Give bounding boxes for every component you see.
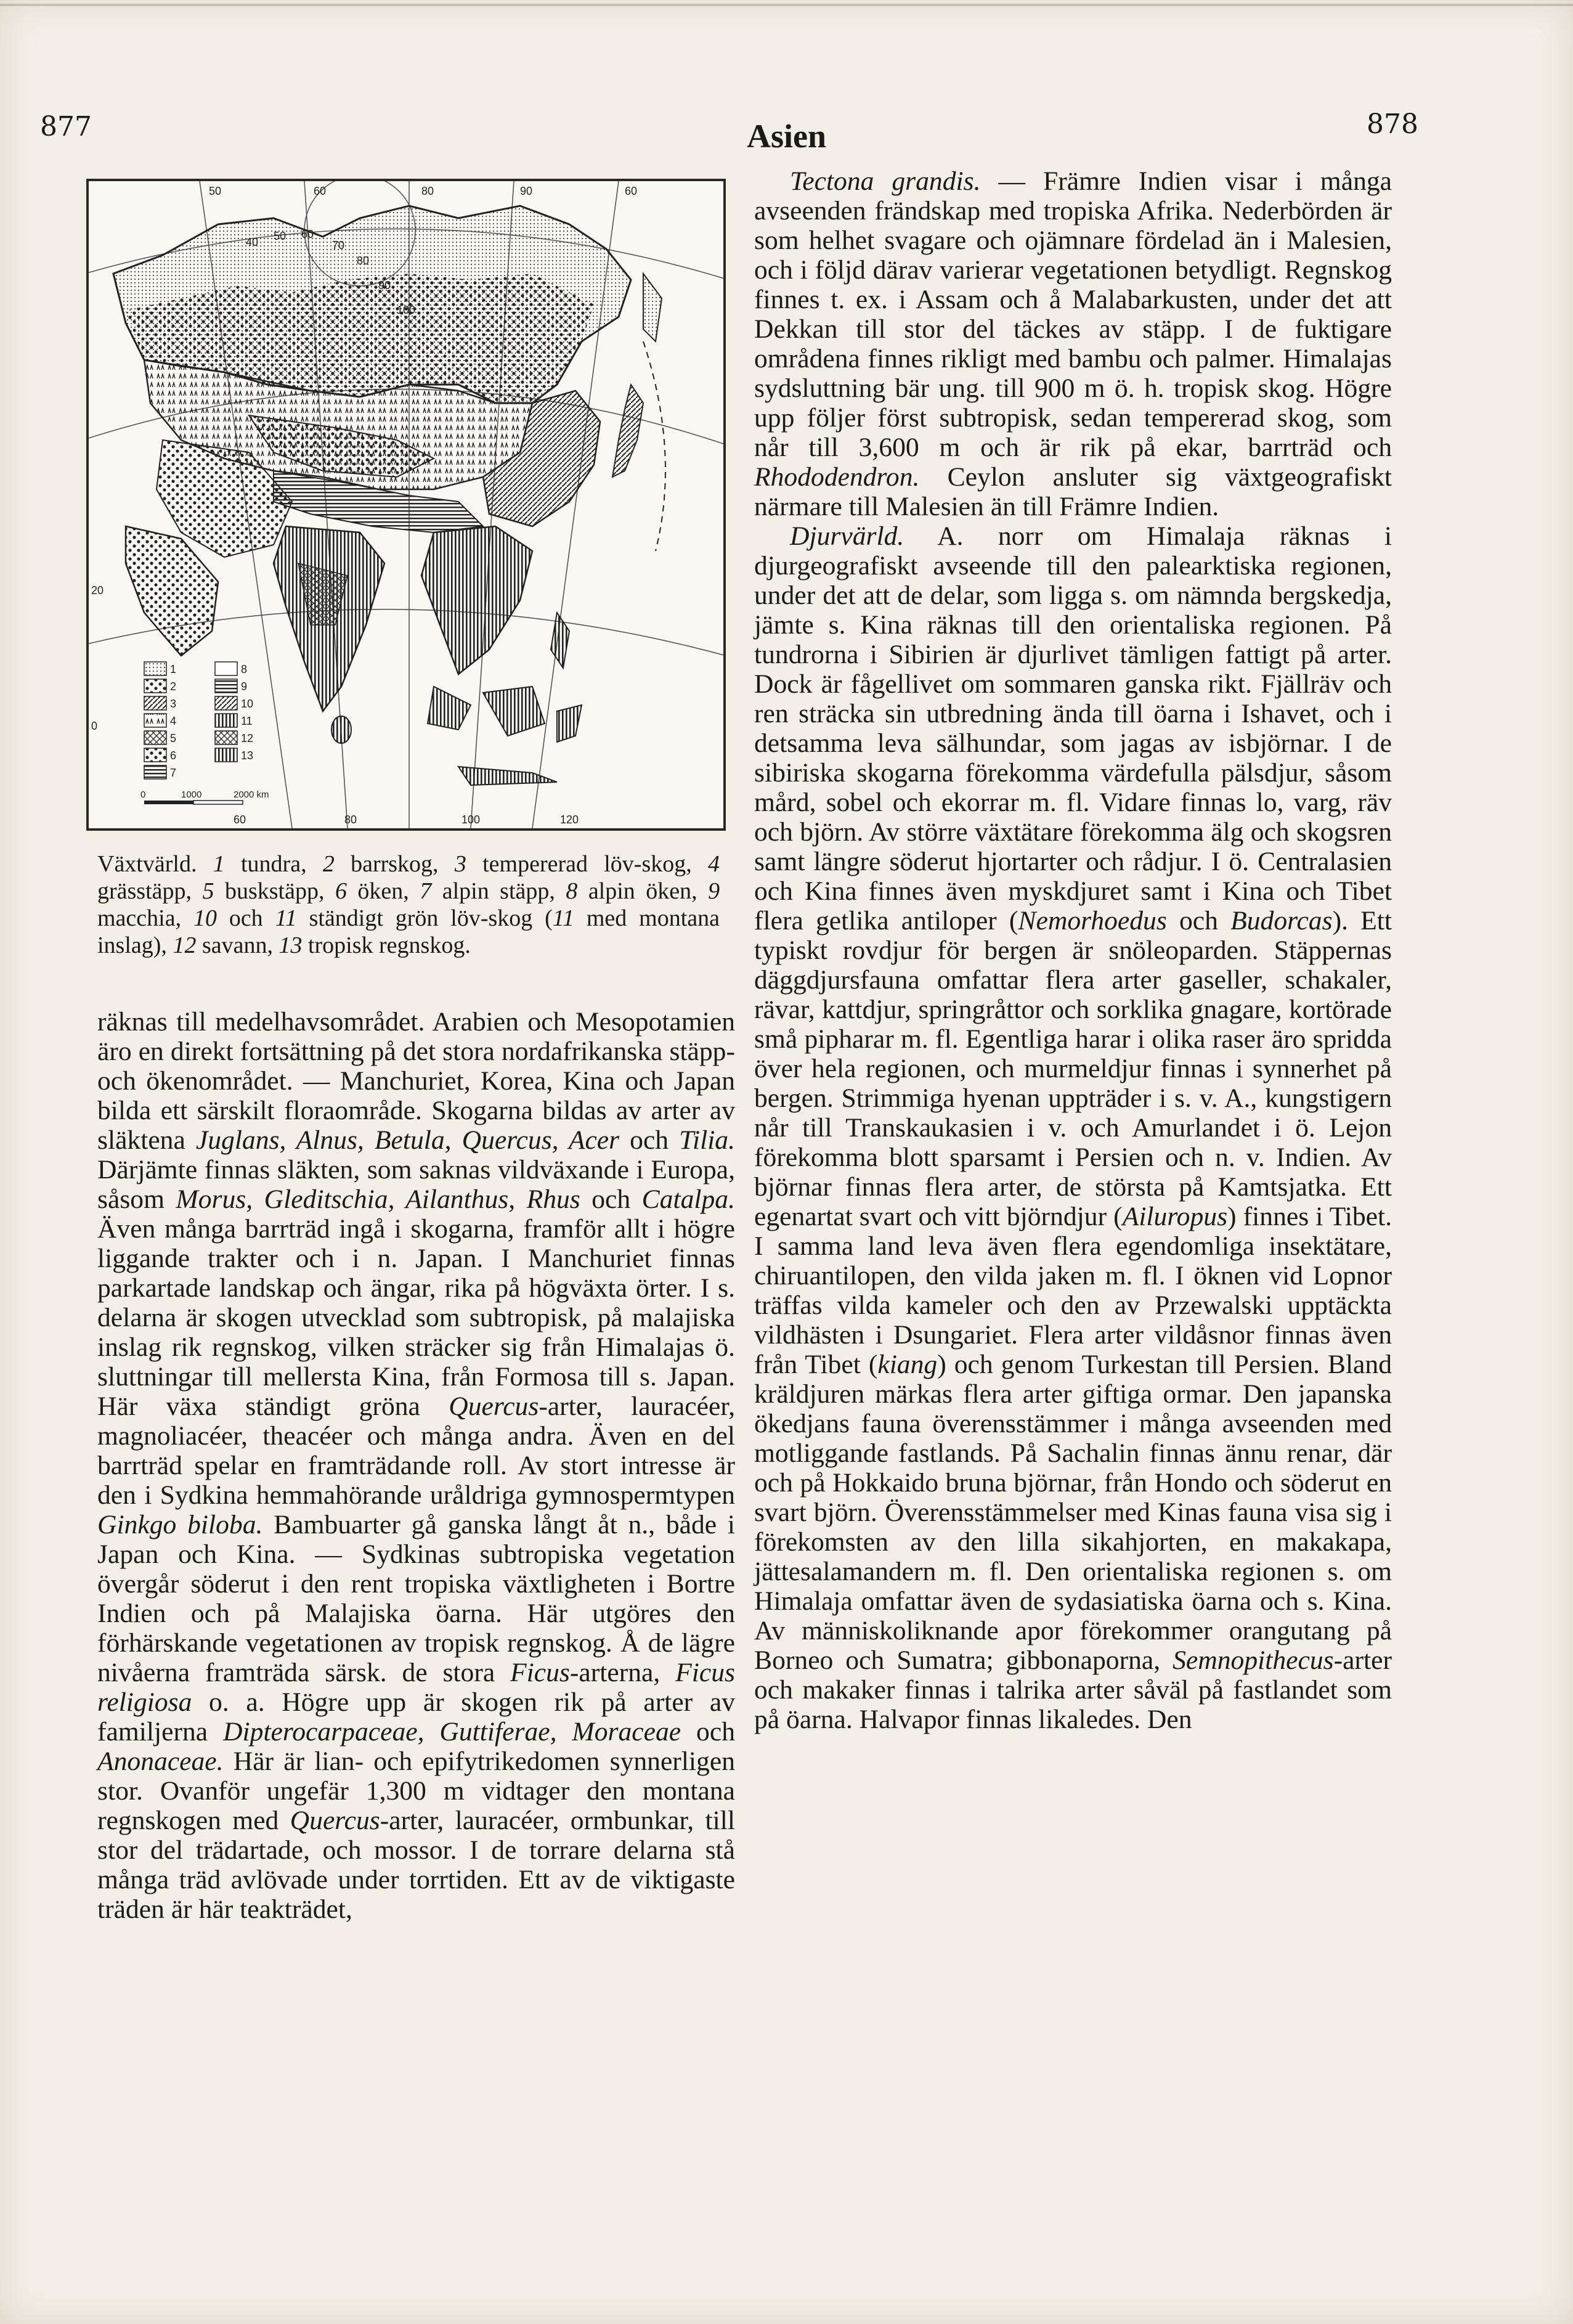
map-longitude-top-4: 90: [520, 185, 533, 197]
caption-num-3: 3: [454, 851, 466, 877]
caption-num-1: 1: [213, 851, 225, 877]
italic-run: Ficus: [510, 1658, 570, 1687]
map-longitude-bottom-4: 120: [560, 813, 579, 826]
italic-run: Tilia.: [679, 1125, 735, 1155]
caption-num-9: 9: [708, 878, 720, 904]
text-run: -arter, lauracéer, magnoliacéer, theacéer och många andra. Även en del barrträd spelar en framträdande roll. Av stort intresse är den i Sydkina hemmahörande uråldriga gymnospermtypen: [97, 1392, 735, 1510]
text-run: — Främre Indien visar i många avseenden frändskap med tropiska Afrika. Nederbörden är som helhet svagare och ojämnare fördelad än i Malesien, och i följd därav varierar vegetationen betydligt. Regnskog finnes t. ex. i Assam och å Malabarkusten, under det att Dekkan till stor del täckes av stäpp. I de fuktigare områdena finnes rikligt med bambu och palmer. Himalajas sydsluttning bär ung. till 900 m ö. h. tropisk skog. Högre upp följer först subtropisk, sedan tempererad skog, som når till 3,600 m och är rik på ekar, barrträd och: [754, 166, 1392, 462]
map-longitude-inner-6: 90: [378, 279, 391, 292]
caption-num-5: 5: [202, 878, 214, 904]
scale-zero: 0: [140, 789, 146, 800]
map-longitude-top-2: 60: [314, 185, 327, 197]
legend-key-2: 2: [170, 680, 177, 693]
caption-num-13: 13: [278, 932, 303, 958]
text-run: Här är lian- och epifytrikedomen synnerligen stor. Ovanför ungefär 1,300 m vidtager den montana regnskogen med: [97, 1747, 735, 1835]
italic-run: Catalpa.: [641, 1184, 735, 1214]
italic-run: Semnopithecus: [1173, 1645, 1334, 1675]
legend-key-12: 12: [241, 732, 254, 744]
map-longitude-inner-2: 50: [274, 230, 287, 242]
italic-run: Ailuropus: [1122, 1202, 1228, 1231]
text-run: och: [619, 1125, 680, 1155]
caption-num-2: 2: [322, 851, 335, 877]
text-run: Bambuarter gå ganska långt åt n., både i Japan och Kina. — Sydkinas subtropiska vegetation övergår söderut i den rent tropiska växtligheten i Bortre Indien och på Malajiska öarna. Här utgöres den förhärskande vegetationen av tropisk regnskog. Å de lägre nivåerna framträda särsk. de stora: [97, 1510, 735, 1687]
caption-num-8: 8: [566, 878, 578, 904]
map-longitude-top-1: 50: [209, 185, 222, 197]
vegetation-map: [86, 179, 726, 831]
caption-num-6: 6: [335, 878, 347, 904]
left-column: [97, 1007, 735, 1924]
right-column: [754, 166, 1392, 1734]
map-longitude-bottom-2: 80: [344, 813, 357, 826]
text-run: Även många barrträd ingå i skogarna, framför allt i högre liggande trakter och i n. Japan. I Manchuriet finnas parkartade landskap och ängar, rika på högväxta örter. I s. delarna är skogen utvecklad som subtropisk, på malajiska inslag rik regnskog, vilken sträcker sig från Himalajas ö. sluttningar till mellersta Kina, från Formosa till s. Japan. Här växa ständigt gröna: [97, 1214, 735, 1421]
vegetation-map-figure: [89, 181, 723, 828]
text-run: ) finnes i Tibet. I samma land leva även flera egendomliga insektätare, chiruantilopen, den vilda jaken m. fl. I öknen vid Lopnor träffas vilda kameler och den av Przewalski upptäckta vildhästen i Dsungariet. Flera arter vildåsnor finnas även från Tibet (: [754, 1202, 1392, 1379]
caption-text-12: savann,: [201, 932, 273, 958]
caption-num-4: 4: [708, 851, 720, 877]
right-paragraph-vegetation: [754, 166, 1392, 521]
right-paragraph-fauna: [754, 521, 1392, 1734]
italic-run: Morus, Gleditschia, Ailanthus, Rhus: [176, 1184, 580, 1214]
text-run: -arter och makaker finnas i talrika arter såväl på fastlandet som på öarna. Halvapor finnas likaledes. Den: [754, 1645, 1392, 1734]
legend-key-8: 8: [241, 663, 248, 675]
legend-key-4: 4: [170, 715, 177, 727]
legend-key-7: 7: [170, 767, 177, 779]
italic-run: Tectona grandis.: [790, 166, 981, 196]
legend-key-11: 11: [241, 715, 253, 727]
map-longitude-bottom-3: 100: [461, 813, 481, 826]
map-legend: [140, 662, 269, 804]
caption-num-11b: 11: [552, 905, 574, 931]
italic-run: kiang: [877, 1350, 938, 1379]
caption-text-10: och: [229, 905, 263, 931]
caption-text-2: barrskog,: [351, 851, 439, 877]
map-longitude-inner-4: 70: [332, 239, 345, 251]
running-title: Asien: [746, 118, 826, 155]
text-run: och: [580, 1184, 642, 1214]
italic-run: Nemorhoedus: [1018, 906, 1167, 936]
page-number-right: 878: [1367, 108, 1418, 140]
scale-end: 2000 km: [234, 789, 269, 800]
caption-text-5: buskstäpp,: [224, 878, 325, 904]
section-heading-djurvarld: Djurvärld.: [790, 521, 904, 551]
map-longitude-bottom-1: 60: [234, 813, 246, 826]
caption-num-7: 7: [420, 878, 432, 904]
map-longitude-inner-7: 100: [397, 304, 416, 316]
legend-key-13: 13: [241, 749, 254, 762]
caption-text-3: tempererad löv-skog,: [482, 851, 692, 877]
legend-key-6: 6: [170, 749, 177, 762]
text-run: räknas till medelhavsområdet. Arabien och Mesopotamien äro en direkt fortsättning på det stora nordafrikanska stäpp- och ökenområdet. — Manchuriet, Korea, Kina och Japan bilda ett särskilt floraområde. Skogarna bildas av arter av släktena: [97, 1007, 735, 1155]
caption-text-11: ständigt grön löv-skog (: [309, 905, 553, 931]
map-longitude-top-5: 60: [625, 185, 638, 197]
italic-run: Dipterocarpaceae, Guttiferae, Moraceae: [223, 1717, 681, 1747]
map-longitude-inner-5: 80: [357, 255, 370, 267]
text-run: A. norr om Himalaja räknas i djurgeografiskt avseende till den palearktiska regionen, under det att de delar, som ligga s. om nämnda bergskedja, jämte s. Kina räknas till den orientaliska regionen. På tundrorna i Sibirien är djurlivet tämligen fattigt på arter. Dock är fågellivet om sommaren ganska rikt. Fjällräv och ren sträcka sin utbredning ända till öarna i Ishavet, och i detsamma leva sälhundar, som jagas av isbjörnar. I de sibiriska skogarna förekomma värdefulla pälsdjur, såsom mård, sobel och ekorrar m. fl. Vidare finnas lo, varg, räv och björn. Av större växtätare förekomma älg och skogsren samt längre söderut hjortarter och rådjur. I ö. Centralasien och Kina finnes även myskdjuret samt i Kina och Tibet flera getlika antiloper (: [754, 521, 1392, 936]
text-run: o. a. Högre upp är skogen rik på arter av familjerna: [97, 1687, 735, 1747]
legend-key-5: 5: [170, 732, 177, 744]
top-edge-line: [0, 4, 1573, 6]
caption-text-7: alpin stäpp,: [442, 878, 555, 904]
text-run: ) och genom Turkestan till Persien. Bland kräldjuren märkas flera arter giftiga ormar. Den japanska ökedjans fauna överensstämmer i många avseenden med motliggande fastlands. På Sachalin finnas ännu renar, där och på Hokkaido bruna björnar, från Hondo och söderut en svart björn. Överensstämmelser med Kinas fauna visa sig i förekomsten av den lilla sikahjorten, en makakapa, jättesalamandern m. fl. Den orientaliska regionen s. om Himalaja omfattar även de sydasiatiska öarna och s. Kina. Av människoliknande apor förekommer orangutang på Borneo och Sumatra; gibbonaporna,: [754, 1350, 1392, 1675]
caption-text-11b: med montana inslag),: [97, 905, 720, 958]
caption-num-10: 10: [193, 905, 217, 931]
page-number-left: 877: [40, 111, 92, 142]
legend-key-9: 9: [241, 680, 248, 693]
text-run: Ceylon ansluter sig växtgeografiskt närmare till Malesien än till Främre Indien.: [754, 462, 1392, 521]
text-run: -arterna,: [569, 1658, 676, 1687]
scale-mid: 1000: [181, 789, 202, 800]
map-latitude-1: 20: [91, 584, 104, 597]
caption-num-12: 12: [173, 932, 197, 958]
italic-run: Budorcas: [1230, 906, 1333, 936]
caption-text-9: macchia,: [97, 905, 182, 931]
map-longitude-top-3: 80: [421, 185, 434, 197]
legend-key-3: 3: [170, 698, 177, 710]
italic-run: Quercus: [449, 1392, 539, 1421]
map-longitude-inner-3: 60: [301, 228, 314, 240]
caption-text-4: grässtäpp,: [97, 878, 192, 904]
italic-run: Quercus: [290, 1806, 380, 1835]
legend-key-10: 10: [241, 698, 254, 710]
italic-run: Ficus religiosa: [97, 1658, 735, 1717]
left-paragraph: [97, 1007, 735, 1924]
italic-run: Anonaceae.: [97, 1747, 224, 1776]
caption-text-6: öken,: [357, 878, 409, 904]
italic-run: Rhododendron.: [754, 462, 920, 492]
caption-text-1: tundra,: [240, 851, 307, 877]
text-run: -arter, lauracéer, ormbunkar, till stor del trädartade, och mossor. I de torrare delarna stå många träd avlövade under torrtiden. Ett av de viktigaste träden är här teakträdet,: [97, 1806, 735, 1924]
caption-text-13: tropisk regnskog.: [307, 932, 471, 958]
caption-label: Växtvärld.: [97, 851, 197, 877]
map-longitude-inner-1: 40: [246, 236, 259, 248]
caption-text-8: alpin öken,: [588, 878, 697, 904]
italic-run: Juglans, Alnus, Betula, Quercus, Acer: [195, 1125, 620, 1155]
text-run: ). Ett typiskt rovdjur för bergen är snöleoparden. Stäppernas däggdjursfauna omfattar flera arter gaseller, schakaler, rävar, kattdjur, springråttor och sorklika gnagare, kortörade små pipharar m. fl. Egentliga harar i olika raser äro spridda över hela regionen, och murmeldjur finnas i synnerhet på bergen. Strimmiga hyenan uppträder i s. v. A., kungstigern når till Transkaukasien i v. och Amurlandet i ö. Lejon förekomma blott sparsamt i Persien och n. v. Indien. Av björnar finnas flera arter, de största på Kamtsjatka. Ett egenartat svart och vitt björndjur (: [754, 906, 1392, 1231]
map-latitude-2: 0: [91, 720, 98, 732]
text-run: och: [681, 1717, 736, 1747]
caption-num-11: 11: [275, 905, 297, 931]
legend-key-1: 1: [170, 663, 177, 675]
text-run: och: [1166, 906, 1231, 936]
map-caption: [97, 850, 720, 959]
text-run: Därjämte finnas släkten, som saknas vildväxande i Europa, såsom: [97, 1155, 735, 1214]
italic-run: Ginkgo biloba.: [97, 1510, 263, 1539]
